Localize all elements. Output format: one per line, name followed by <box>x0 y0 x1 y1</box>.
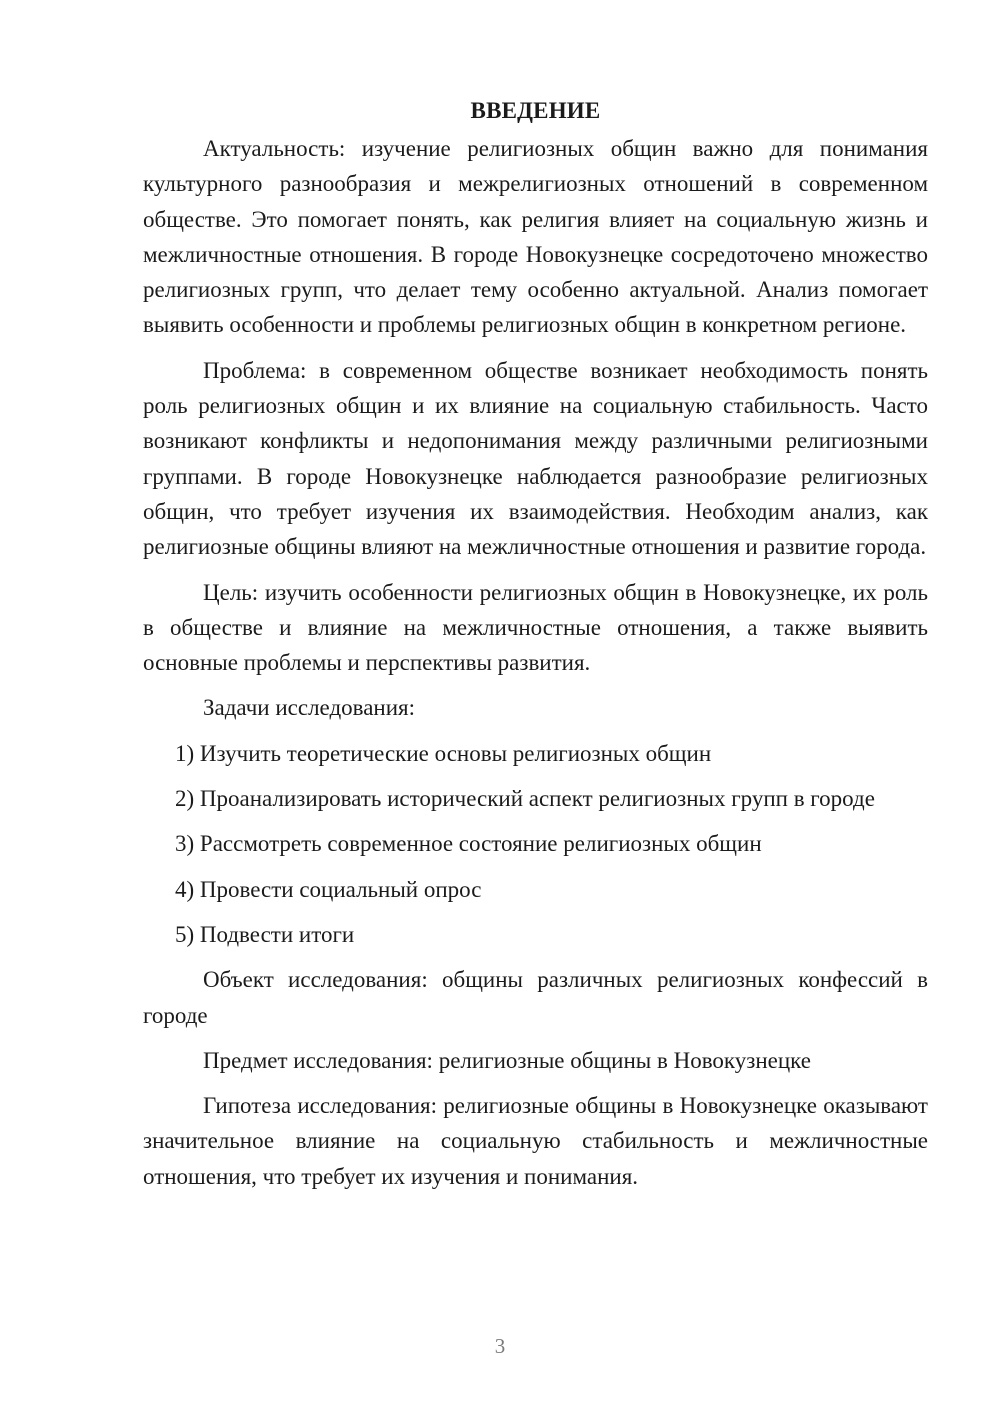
page-number: 3 <box>494 1334 506 1358</box>
paragraph-subject: Предмет исследования: религиозные общины в Новокузнецке <box>203 1047 811 1073</box>
document-title: ВВЕДЕНИЕ <box>470 98 601 123</box>
paragraph-tasks-heading: Задачи исследования: <box>203 695 416 721</box>
paragraph-goal: Цель: изучить особенности религиозных общин в Новокузнецке, их роль в обществе и влияние на межличностные отношения, а также выявить основные проблемы и перспективы развития. <box>143 579 928 676</box>
paragraph-relevance: Актуальность: изучение религиозных общин важно для понимания культурного разнообразия и межрелигиозных отношений в современном обществе. Это помогает понять, как религия влияет на социальную жизнь и межличностные отношения. В городе Новокузнецке сосредоточено множество религиозных групп, что делает тему особенно актуальной. Анализ помогает выявить особенности и проблемы религиозных общин в конкретном регионе. <box>143 136 928 338</box>
paragraph-problem: Проблема: в современном обществе возникает необходимость понять роль религиозных общин и их влияние на социальную стабильность. Часто возникают конфликты и недопонимания между различными религиозными группами. В городе Новокузнецке наблюдается разнообразие религиозных общин, что требует изучения их взаимодействия. Необходим анализ, как религиозные общины влияют на межличностные отношения и развитие города. <box>143 357 928 560</box>
task-item-1: 1) Изучить теоретические основы религиозных общин <box>175 740 712 766</box>
paragraph-hypothesis: Гипотеза исследования: религиозные общины в Новокузнецке оказывают значительное влияние на социальную стабильность и межличностные отношения, что требует их изучения и понимания. <box>143 1093 928 1189</box>
document-page <box>143 96 928 1194</box>
task-item-2: 2) Проанализировать исторический аспект религиозных групп в городе <box>175 786 875 812</box>
task-item-5: 5) Подвести итоги <box>175 921 355 947</box>
paragraph-object: Объект исследования: общины различных религиозных конфессий в городе <box>143 967 928 1028</box>
task-item-3: 3) Рассмотреть современное состояние религиозных общин <box>175 831 762 857</box>
task-item-4: 4) Провести социальный опрос <box>175 876 482 902</box>
